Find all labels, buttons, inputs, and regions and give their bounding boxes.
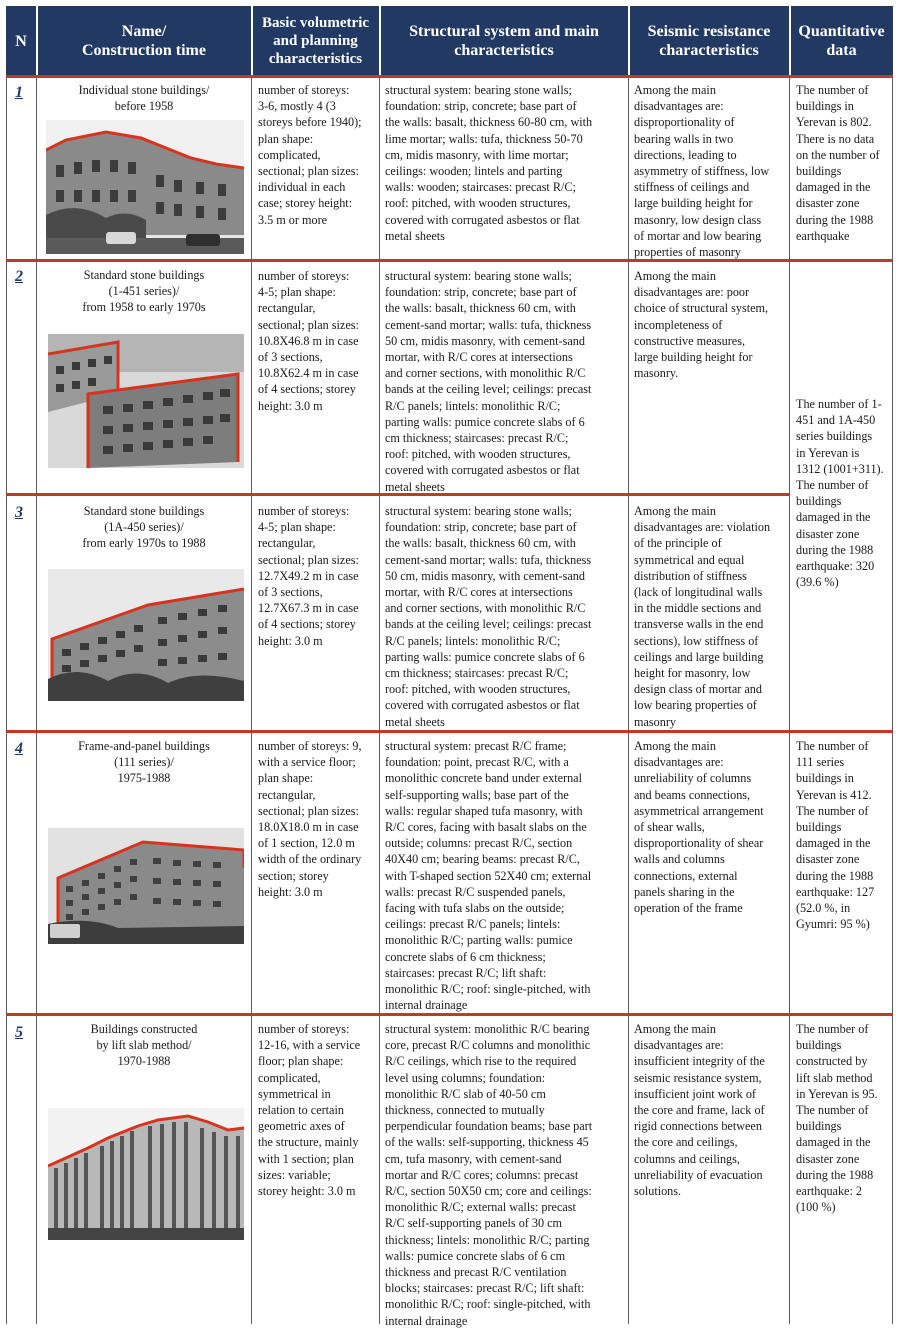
row-number-link[interactable]: 1	[15, 84, 23, 101]
seismic-text: Among the main disadvantages are: disproportionality of bearing walls in two directions, leading to asymmetry of stiffness, low stiffness of ceilings and large building height for masonry, low design class of mortar and low bearing properties of masonry	[634, 83, 770, 260]
quantitative-text: The number of buildings constructed by lift slab method in Yerevan is 95. The number of buildings damaged in the disaster zone during the 1988 earthquake: 2 (100 %)	[796, 1022, 878, 1215]
planning-text: number of storeys: 3-6, mostly 4 (3 storeys before 1940); plan shape: complicated, sectional; plan sizes: individual in each case; storey height: 3.5 m or more	[258, 83, 362, 227]
structural-text: structural system: precast R/C frame; foundation: point, precast R/C, with a monolithic concrete band under external self-supporting walls; base part of the walls: regular shaped tufa masonry, with R/C cores, facing with basalt slabs on the outside; columns: precast R/C, section 40X40 cm; bearing beams: precast R/C, with T-shaped section 52X40 cm; external walls: precast R/C suspended panels, facing with tufa slabs on the outside; ceilings: precast R/C panels; lintels: monolithic R/C; parting walls: pumice concrete slabs of 6 cm thickness; staircases: precast R/C; lift shaft: monolithic R/C; roof: single-pitched, with internal drainage	[385, 739, 592, 1013]
column-border	[36, 76, 37, 1324]
column-border	[6, 76, 7, 1324]
structural-text: structural system: bearing stone walls; foundation: strip, concrete; base part of the walls: basalt, thickness 60 cm, with cement-sand mortar; walls: tufa, thickness 50 cm, midis masonry, with cement-sand mortar, with R/C cores at intersections and corner sections, with monolithic R/C bands at the ceiling level; ceilings: precast R/C panels; lintels: monolithic R/C; parting walls: pumice concrete slabs of 6 cm thickness; staircases: precast R/C; roof: pitched, with wooden structures, covered with corrugated asbestos or flat metal sheets	[385, 269, 592, 494]
column-border	[251, 76, 252, 1324]
row-number-link[interactable]: 2	[15, 268, 23, 285]
structural-text: structural system: monolithic R/C bearing core, precast R/C columns and monolithic R/C ceilings, which rise to the required level using columns; foundation: monolithic R/C slab of 40-50 cm thickness, connected to mutually perpendicular foundation beams; base part of the walls: self-supporting, thickness 45 cm, tufa masonry, with cement-sand mortar and R/C cores; columns: precast R/C, section 50X50 cm; core and ceilings: monolithic R/C; external walls: precast R/C self-supporting panels of 30 cm thickness; lintels: monolithic R/C; parting walls: pumice concrete slabs of 6 cm thickness and precast R/C ventilation blocks; staircases: precast R/C; lift shaft: monolithic R/C; roof: single-pitched, with internal drainage	[385, 1022, 593, 1328]
building-name: Standard stone buildings (1-451 series)/ from 1958 to early 1970s	[82, 268, 206, 315]
building-photo	[48, 828, 244, 944]
row-number-link[interactable]: 5	[15, 1024, 23, 1041]
building-photo	[48, 569, 244, 701]
quantitative-text: The number of 1- 451 and 1A-450 series buildings in Yerevan is 1312 (1001+311). The number of buildings damaged in the disaster zone during the 1988 earthquake: 320 (39.6 %)	[796, 397, 884, 590]
quantitative-text: The number of buildings in Yerevan is 802. There is no data on the number of buildings damaged in the disaster zone during the 1988 earthquake	[796, 83, 880, 243]
column-border	[892, 76, 893, 1324]
building-photo	[48, 334, 244, 468]
row-separator	[6, 75, 893, 78]
header-divider	[789, 6, 791, 76]
row-separator	[6, 730, 893, 733]
row-number-link[interactable]: 3	[15, 504, 23, 521]
seismic-text: Among the main disadvantages are: violation of the principle of symmetrical and equal distribution of stiffness (lack of longitudinal walls in the middle sections and transverse walls in the end sections), low stiffness of ceilings and large building height for masonry, low design class of mortar and low bearing properties of masonry	[634, 504, 771, 729]
header-n: N	[15, 32, 27, 50]
column-border	[789, 76, 790, 1324]
header-planning: Basic volumetric and planning characteristics	[261, 15, 370, 67]
column-border	[628, 76, 629, 1324]
planning-text: number of storeys: 4-5; plan shape: rectangular, sectional; plan sizes: 10.8X46.8 m in case of 3 sections, 10.8X62.4 m in case of 4 sections; storey height: 3.0 m	[258, 269, 359, 413]
header-structural: Structural system and main characteristics	[409, 23, 599, 59]
header-divider	[379, 6, 381, 76]
quantitative-text: The number of 111 series buildings in Yerevan is 412. The number of buildings damaged in the disaster zone during the 1988 earthquake: 127 (52.0 %, in Gyumri: 95 %)	[796, 739, 875, 932]
seismic-text: Among the main disadvantages are: insufficient integrity of the seismic resistance system, insufficient joint work of the core and frame, lack of rigid connections between the core and ceilings, columns and ceilings, unreliability of evacuation solutions.	[634, 1022, 765, 1199]
header-divider	[628, 6, 630, 76]
header-divider	[251, 6, 253, 76]
building-name: Standard stone buildings (1A-450 series)/ from early 1970s to 1988	[82, 504, 206, 551]
building-photo	[48, 1108, 244, 1240]
seismic-text: Among the main disadvantages are: unreliability of columns and beams connections, asymmetrical arrangement of shear walls, disproportionality of shear walls and columns connections, external panels sharing in the operation of the frame	[634, 739, 764, 916]
planning-text: number of storeys: 9, with a service floor; plan shape: rectangular, sectional; plan sizes: 18.0X18.0 m in case of 1 section, 12.0 m width of the ordinary section; storey height: 3.0 m	[258, 739, 362, 899]
planning-text: number of storeys: 12-16, with a service floor; plan shape: complicated, symmetrical in relation to certain geometric axes of the structure, mainly with 1 section; plan sizes: variable; storey height: 3.0 m	[258, 1022, 361, 1199]
building-photo	[46, 120, 244, 254]
header-divider	[36, 6, 38, 76]
building-name: Frame-and-panel buildings (111 series)/ 1975-1988	[78, 739, 210, 786]
building-name: Individual stone buildings/ before 1958	[78, 83, 210, 114]
structural-text: structural system: bearing stone walls; foundation: strip, concrete; base part of the walls: basalt, thickness 60-80 cm, with lime mortar; walls: tufa, thickness 50-70 cm, midis masonry, with lime mortar; ceilings: wooden; lintels and parting walls: wooden; staircases: precast R/C; roof: pitched, with wooden structures, covered with corrugated asbestos or flat metal sheets	[385, 83, 593, 243]
seismic-text: Among the main disadvantages are: poor choice of structural system, incompleteness of constructive measures, large building height for masonry.	[634, 269, 769, 381]
header-seismic: Seismic resistance characteristics	[647, 23, 771, 59]
header-name: Name/ Construction time	[82, 23, 206, 59]
row-number-link[interactable]: 4	[15, 740, 23, 757]
structural-text: structural system: bearing stone walls; foundation: strip, concrete; base part of the walls: basalt, thickness 60 cm, with cement-sand mortar; walls: tufa, thickness 50 cm, midis masonry, with cement-sand mortar, with R/C cores at intersections and corner sections, with monolithic R/C bands at the ceiling level; ceilings: precast R/C panels; lintels: monolithic R/C; parting walls: pumice concrete slabs of 6 cm thickness; staircases: precast R/C; roof: pitched, with wooden structures, covered with corrugated asbestos or flat metal sheets	[385, 504, 592, 729]
building-name: Buildings constructed by lift slab method/ 1970-1988	[90, 1022, 198, 1069]
planning-text: number of storeys: 4-5; plan shape: rectangular, sectional; plan sizes: 12.7X49.2 m in case of 3 sections, 12.7X67.3 m in case of 4 sections; storey height: 3.0 m	[258, 504, 359, 648]
header-quantitative: Quantitative data	[798, 23, 885, 59]
